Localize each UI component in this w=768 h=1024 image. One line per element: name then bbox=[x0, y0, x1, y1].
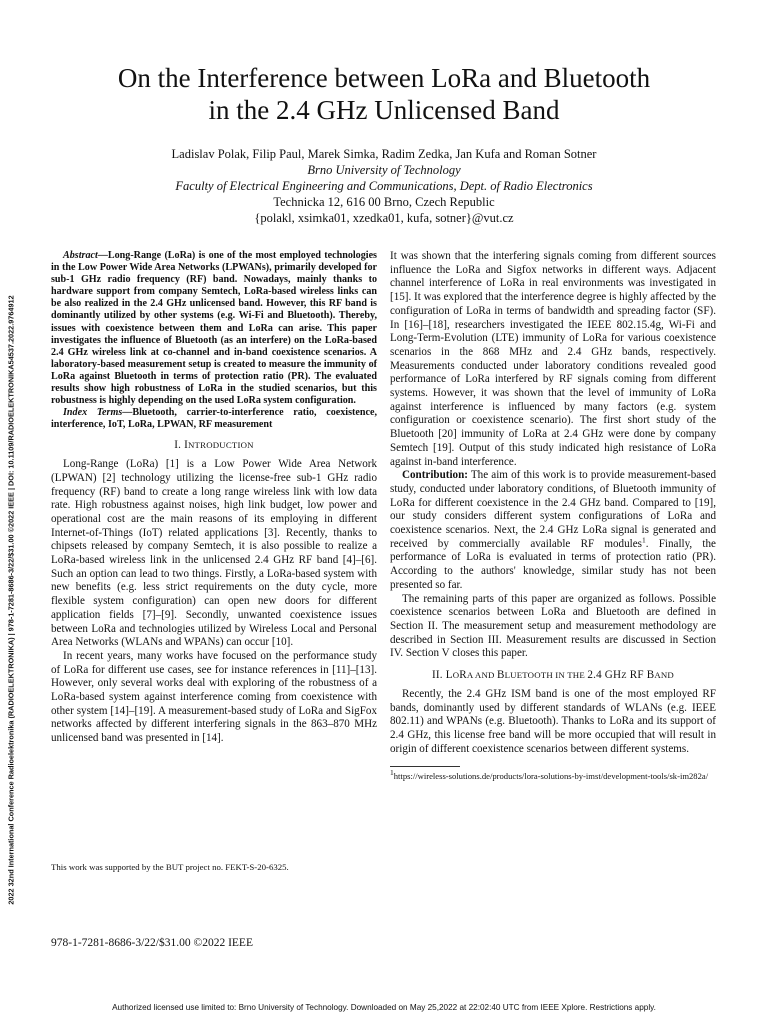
intro-paragraph-5: The remaining parts of this paper are organized as follows. Possible coexistence scenarios between LoRa and Bluetooth are defined in Section II. The measurement setup and measurement methodology are described in Section III. Measurement results are discussed in Section IV. Section V closes this paper. bbox=[390, 592, 716, 660]
section-2-paragraph-1: Recently, the 2.4 GHz ISM band is one of the most employed RF bands, dominantly used by different standards of WLANs (e.g. IEEE 802.11) and WPANs (e.g. Bluetooth). Thanks to LoRa and its support of 2.4 GHz, this license free band will be more occupied that will result in origin of different coexistence scenarios between different systems. bbox=[390, 687, 716, 755]
affiliation-address: Technicka 12, 616 00 Brno, Czech Republic bbox=[273, 195, 495, 209]
right-column bbox=[390, 250, 716, 782]
section-1-title-cap: I bbox=[184, 439, 188, 452]
side-banner bbox=[2, 240, 20, 960]
contribution-text: The aim of this work is to provide measurement-based study, conducted under laboratory conditions, of Bluetooth immunity of LoRa for different coexistence in the 2.4 GHz band. Compared to [19], our study considers different system configurations of LoRa and coexistence scenarios. Next, the 2.4 GHz LoRa signal is generated and received by commercially available RF modules bbox=[390, 469, 716, 550]
footnote-separator bbox=[390, 766, 460, 767]
section-1-number: I. bbox=[174, 439, 185, 452]
affiliation-university: Brno University of Technology bbox=[307, 163, 461, 177]
footnote-mark-1: 1 bbox=[641, 535, 646, 545]
contribution-tail: . Finally, the performance of LoRa is evaluated in terms of protection ratio (PR). According to the authors' knowledge, similar study has not been presented so far. bbox=[390, 537, 716, 591]
index-terms-lead: Index Terms bbox=[63, 407, 123, 419]
author-list: Ladislav Polak, Filip Paul, Marek Simka, Radim Zedka, Jan Kufa and Roman Sotner bbox=[171, 147, 597, 161]
section-2-title-part: 2.4 GH bbox=[587, 669, 622, 682]
section-2-title-part: A AND bbox=[466, 670, 497, 681]
intro-paragraph-1: Long-Range (LoRa) [1] is a Low Power Wide Area Network (LPWAN) [2] technology utilizing the license-free sub-1 GHz radio frequency (RF) band to create a long range wireless link with low data rate. High robustness against noises, high link budget, low power and operational cost are the main reasons of its employing in different Internet-of-Things (IoT) related applications [3]. Recently, thanks to chipsets released by company Semtech, it is also possible to realize a LoRa-based wireless link in the unlicensed 2.4 GHz RF band [4]–[6]. Such an option can lead to two things. Firstly, a LoRa-based system with new benefits (e.g. less strict requirements on the duty cycle, more flexible system configuration) can open new doors for different application fields [7]–[9]. Secondly, unwanted coexistence issues between LoRa and technologies utilized by Wireless Local and Personal Area Networks (WLANs and WPANs) can occur [10]. bbox=[51, 458, 377, 649]
side-banner-text: 2022 32nd International Conference Radioelektronika (RADIOELEKTRONIKA) | 978-1-7281-8686-3/22/$31.00 ©2022 IEEE | DOI: 10.1109/RADIOELEKTRONIKA54537.2022.9764912 bbox=[6, 295, 16, 905]
section-2-title-part: Z bbox=[621, 670, 627, 681]
footnote-1-mark: 1 bbox=[390, 768, 394, 778]
index-terms bbox=[51, 407, 377, 431]
section-2-heading bbox=[390, 669, 716, 683]
footnote-1 bbox=[390, 768, 716, 782]
contribution-label: Contribution: bbox=[402, 469, 468, 482]
abstract bbox=[51, 250, 377, 407]
section-2-title-part: B bbox=[496, 669, 505, 682]
intro-paragraph-3: It was shown that the interfering signals coming from different sources influence the LoRa and Sigfox networks in different ways. Adjacent channel interference of LoRa in real environments was investigated in [15]. It was explored that the interference degree is highly affected by the configuration of LoRa in terms of bandwidth and spreading factor (SF). In [16]–[18], researchers investigated the IEEE 802.15.4g, Wi-Fi and Long-Term-Evolution (LTE) immunity of LoRa for various coexistence scenarios in the 868 MHz and 2.4 GHz bands, respectively. Measurements conducted under laboratory conditions revealed good performance of LoRa interfered by RF signals coming from different systems. However, it was shown that the level of immunity of LoRa against interference is influenced by many factors (e.g. system configuration or coexistence scenario). The first short study of the Bluetooth [20] immunity of LoRa at 2.4 GHz were done by company Semtech [19]. Output of this study indicated high resistance of LoRa against in-band interference. bbox=[390, 250, 716, 468]
funding-footnote: This work was supported by the BUT project no. FEKT-S-20-6325. bbox=[51, 862, 289, 872]
index-terms-text: —Bluetooth, carrier-to-interference ratio, coexistence, interference, IoT, LoRa, LPWAN, RF measurement bbox=[51, 407, 377, 431]
section-1-heading bbox=[51, 439, 377, 453]
section-2-title-part: R bbox=[459, 669, 467, 682]
title-line-2: in the 2.4 GHz Unlicensed Band bbox=[208, 95, 560, 125]
affiliation-faculty: Faculty of Electrical Engineering and Communications, Dept. of Radio Electronics bbox=[175, 179, 593, 193]
isbn-line: 978-1-7281-8686-3/22/$31.00 ©2022 IEEE bbox=[51, 937, 253, 949]
abstract-lead: Abstract bbox=[63, 250, 98, 261]
abstract-text: —Long-Range (LoRa) is one of the most employed technologies in the Low Power Wide Area Networks (LPWANs), primarily developed for sub-1 GHz radio frequency (RF) band. Nowadays, mainly thanks to hardware support from company Semtech, LoRa-based wireless links can be also realized in the 2.4 GHz unlicensed band. However, this RF band is dominantly utilized by other systems (e.g. Wi-Fi and Bluetooth). Thereby, issues with coexistence between them and LoRa can arise. This paper investigates the influence of Bluetooth (as an interfere) on the LoRa-based 2.4 GHz wireless link at co-channel and in-band coexistence scenarios. A laboratory-based measurement setup is created to measure the immunity of LoRa against Bluetooth in terms of protection ratio (PR). The evaluated results show high robustness of LoRa in the studied scenarios, but this robustness is highly depending on the used LoRa system configuration. bbox=[51, 250, 377, 407]
section-1-title-rest: NTRODUCTION bbox=[188, 440, 254, 451]
section-2-title-part: LUETOOTH IN THE bbox=[504, 670, 588, 681]
section-2-title-part: L bbox=[445, 669, 453, 682]
section-2-title-part: AND bbox=[654, 670, 674, 681]
paper-title bbox=[40, 62, 728, 126]
license-line: Authorized licensed use limited to: Brno University of Technology. Downloaded on May 25,2022 at 22:02:40 UTC from IEEE Xplore. Restrictions apply. bbox=[112, 1003, 656, 1012]
left-column bbox=[51, 250, 377, 746]
affiliation-email: {polakl, xsimka01, xzedka01, kufa, sotner}@vut.cz bbox=[254, 211, 514, 225]
section-2-title-part: O bbox=[452, 670, 460, 681]
footnote-1-link[interactable]: https://wireless-solutions.de/products/lora-solutions-by-imst/development-tools/sk-im282a/ bbox=[393, 771, 709, 782]
section-2-title-part: RF B bbox=[626, 669, 655, 682]
contribution-paragraph bbox=[390, 469, 716, 592]
author-block bbox=[40, 146, 728, 226]
title-line-1: On the Interference between LoRa and Bluetooth bbox=[117, 63, 651, 93]
intro-paragraph-2: In recent years, many works have focused on the performance study of LoRa for different use cases, see for instance references in [11]–[13]. However, only several works deal with exploring of the robustness of a LoRa-based system against interference coming from coexistence with other system [14]–[19]. A measurement-based study of LoRa and SigFox networks affected by different interfering signals in the 863–870 MHz unlicensed band was presented in [14]. bbox=[51, 649, 377, 745]
section-2-number: II. bbox=[432, 669, 446, 682]
